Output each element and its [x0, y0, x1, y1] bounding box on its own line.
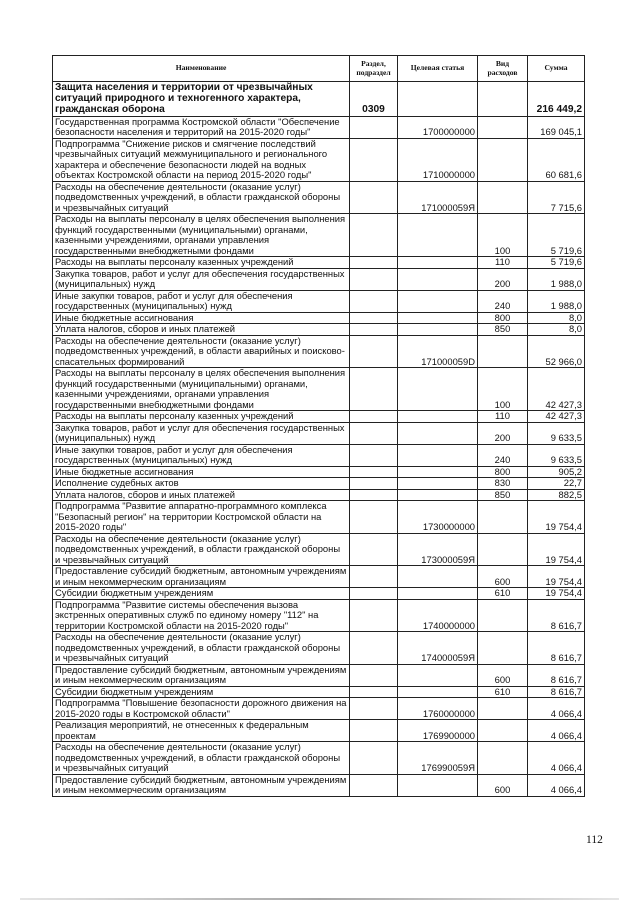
row-name-cell: Расходы на обеспечение деятельности (оказание услуг) подведомственных учреждений, в области гражданской обороны и чрезвычайных ситуаций: [53, 181, 350, 214]
row-sum-cell: 882,5: [528, 489, 585, 501]
table-row: [53, 116, 585, 138]
row-kind-cell: 600: [478, 566, 528, 588]
table-row: [53, 588, 585, 600]
row-sum-cell: 4 066,4: [528, 742, 585, 775]
row-sum-cell: 169 045,1: [528, 116, 585, 138]
header-target: Целевая статья: [398, 56, 478, 82]
row-kind-cell: 110: [478, 411, 528, 423]
table-body: [53, 82, 585, 797]
row-name-cell: Уплата налогов, сборов и иных платежей: [53, 489, 350, 501]
row-name-cell: Подпрограмма "Снижение рисков и смягчение последствий чрезвычайных ситуаций межмуниципального и регионального характера и обеспечение безопасности людей на водных объектах Костромской области на период 2015-2020 годы": [53, 138, 350, 181]
row-section-cell: [350, 466, 398, 478]
row-section-cell: [350, 138, 398, 181]
row-target-cell: [398, 290, 478, 312]
row-target-cell: [398, 422, 478, 444]
row-target-cell: 171000059Я: [398, 181, 478, 214]
row-name-cell: Иные бюджетные ассигнования: [53, 466, 350, 478]
row-kind-cell: [478, 82, 528, 117]
row-kind-cell: [478, 116, 528, 138]
row-sum-cell: 9 633,5: [528, 422, 585, 444]
table-row: [53, 632, 585, 665]
row-sum-cell: 4 066,4: [528, 698, 585, 720]
row-sum-cell: 1 988,0: [528, 268, 585, 290]
row-section-cell: [350, 116, 398, 138]
budget-table: [52, 55, 585, 797]
row-section-cell: [350, 268, 398, 290]
row-sum-cell: 52 966,0: [528, 335, 585, 368]
row-kind-cell: [478, 335, 528, 368]
row-kind-cell: 600: [478, 774, 528, 796]
row-kind-cell: [478, 698, 528, 720]
table-row: [53, 686, 585, 698]
row-name-cell: Предоставление субсидий бюджетным, автономным учреждениям и иным некоммерческим организациям: [53, 664, 350, 686]
row-name-cell: Расходы на выплаты персоналу в целях обеспечения выполнения функций государственными (муниципальными) органами, казенными учреждениями, органами управления государственными внебюджетными фондами: [53, 214, 350, 257]
row-kind-cell: 240: [478, 444, 528, 466]
row-section-cell: [350, 742, 398, 775]
table-row: [53, 422, 585, 444]
row-name-cell: Субсидии бюджетным учреждениям: [53, 686, 350, 698]
row-name-cell: Расходы на обеспечение деятельности (оказание услуг) подведомственных учреждений, в области гражданской обороны и чрезвычайных ситуаций: [53, 632, 350, 665]
row-sum-cell: 19 754,4: [528, 533, 585, 566]
row-sum-cell: 5 719,6: [528, 214, 585, 257]
row-target-cell: [398, 774, 478, 796]
row-sum-cell: 19 754,4: [528, 588, 585, 600]
row-name-cell: Закупка товаров, работ и услуг для обеспечения государственных (муниципальных) нужд: [53, 268, 350, 290]
row-sum-cell: 4 066,4: [528, 774, 585, 796]
row-kind-cell: 610: [478, 588, 528, 600]
row-name-cell: Предоставление субсидий бюджетным, автономным учреждениям и иным некоммерческим организациям: [53, 566, 350, 588]
row-target-cell: 1700000000: [398, 116, 478, 138]
row-section-cell: [350, 312, 398, 324]
header-name: Наименование: [53, 56, 350, 82]
row-target-cell: 174000059Я: [398, 632, 478, 665]
table-row: [53, 664, 585, 686]
row-section-cell: [350, 720, 398, 742]
row-kind-cell: [478, 181, 528, 214]
row-section-cell: [350, 588, 398, 600]
row-section-cell: [350, 632, 398, 665]
table-row: [53, 489, 585, 501]
row-name-cell: Закупка товаров, работ и услуг для обеспечения государственных (муниципальных) нужд: [53, 422, 350, 444]
row-section-cell: [350, 257, 398, 269]
row-section-cell: [350, 501, 398, 534]
row-sum-cell: 8 616,7: [528, 686, 585, 698]
scan-edge-line: [20, 898, 619, 900]
row-name-cell: Защита населения и территории от чрезвычайных ситуаций природного и техногенного характера, гражданская оборона: [53, 82, 350, 117]
row-target-cell: 1769900000: [398, 720, 478, 742]
table-row: [53, 181, 585, 214]
table-header-row: [53, 56, 585, 82]
row-kind-cell: 200: [478, 268, 528, 290]
row-name-cell: Расходы на выплаты персоналу в целях обеспечения выполнения функций государственными (муниципальными) органами, казенными учреждениями, органами управления государственными внебюджетными фондами: [53, 368, 350, 411]
row-target-cell: [398, 478, 478, 490]
row-target-cell: [398, 444, 478, 466]
row-name-cell: Подпрограмма "Развитие системы обеспечения вызова экстренных оперативных служб по единому номеру "112" на территории Костромской области на 2015-2020 годы": [53, 599, 350, 632]
table-row: [53, 312, 585, 324]
row-sum-cell: 19 754,4: [528, 501, 585, 534]
row-sum-cell: 8,0: [528, 312, 585, 324]
row-section-cell: [350, 290, 398, 312]
row-target-cell: 1760000000: [398, 698, 478, 720]
row-sum-cell: 905,2: [528, 466, 585, 478]
row-sum-cell: 7 715,6: [528, 181, 585, 214]
row-kind-cell: 100: [478, 368, 528, 411]
row-name-cell: Иные закупки товаров, работ и услуг для обеспечения государственных (муниципальных) нужд: [53, 444, 350, 466]
row-name-cell: Предоставление субсидий бюджетным, автономным учреждениям и иным некоммерческим организациям: [53, 774, 350, 796]
row-target-cell: [398, 664, 478, 686]
row-name-cell: Расходы на выплаты персоналу казенных учреждений: [53, 411, 350, 423]
row-target-cell: 1730000000: [398, 501, 478, 534]
row-name-cell: Субсидии бюджетным учреждениям: [53, 588, 350, 600]
row-name-cell: Уплата налогов, сборов и иных платежей: [53, 324, 350, 336]
row-sum-cell: 216 449,2: [528, 82, 585, 117]
table-row: [53, 335, 585, 368]
row-kind-cell: [478, 720, 528, 742]
row-target-cell: [398, 489, 478, 501]
row-section-cell: [350, 411, 398, 423]
row-sum-cell: 42 427,3: [528, 368, 585, 411]
row-target-cell: [398, 268, 478, 290]
table-row: [53, 368, 585, 411]
table-row: [53, 501, 585, 534]
table-row: [53, 742, 585, 775]
row-target-cell: [398, 82, 478, 117]
row-target-cell: [398, 312, 478, 324]
row-name-cell: Подпрограмма "Повышение безопасности дорожного движения на 2015-2020 годы в Костромской области": [53, 698, 350, 720]
row-kind-cell: 800: [478, 466, 528, 478]
row-target-cell: 171000059D: [398, 335, 478, 368]
row-sum-cell: 8 616,7: [528, 664, 585, 686]
row-section-cell: [350, 698, 398, 720]
row-target-cell: [398, 411, 478, 423]
row-kind-cell: [478, 599, 528, 632]
row-target-cell: [398, 368, 478, 411]
row-kind-cell: 850: [478, 489, 528, 501]
table-row: [53, 214, 585, 257]
row-section-cell: [350, 444, 398, 466]
row-target-cell: 173000059Я: [398, 533, 478, 566]
row-section-cell: [350, 335, 398, 368]
row-target-cell: [398, 214, 478, 257]
row-section-cell: [350, 664, 398, 686]
row-target-cell: [398, 257, 478, 269]
row-target-cell: 1740000000: [398, 599, 478, 632]
row-section-cell: 0309: [350, 82, 398, 117]
row-name-cell: Государственная программа Костромской области "Обеспечение безопасности населения и территорий на 2015-2020 годы": [53, 116, 350, 138]
row-target-cell: 176990059Я: [398, 742, 478, 775]
header-section: Раздел, подраздел: [350, 56, 398, 82]
row-sum-cell: 19 754,4: [528, 566, 585, 588]
table-row: [53, 466, 585, 478]
table-row: [53, 268, 585, 290]
row-name-cell: Расходы на обеспечение деятельности (оказание услуг) подведомственных учреждений, в области аварийных и поисково-спасательных формирований: [53, 335, 350, 368]
table-row: [53, 411, 585, 423]
table-row: [53, 257, 585, 269]
row-sum-cell: 60 681,6: [528, 138, 585, 181]
table-row: [53, 478, 585, 490]
row-kind-cell: 830: [478, 478, 528, 490]
row-sum-cell: 1 988,0: [528, 290, 585, 312]
row-target-cell: [398, 566, 478, 588]
row-name-cell: Реализация мероприятий, не отнесенных к федеральным проектам: [53, 720, 350, 742]
table-row: [53, 720, 585, 742]
row-sum-cell: 8,0: [528, 324, 585, 336]
table-row: [53, 290, 585, 312]
row-kind-cell: [478, 501, 528, 534]
table-row: [53, 533, 585, 566]
row-section-cell: [350, 181, 398, 214]
row-kind-cell: [478, 138, 528, 181]
row-kind-cell: 110: [478, 257, 528, 269]
table-row: [53, 599, 585, 632]
row-sum-cell: 4 066,4: [528, 720, 585, 742]
row-section-cell: [350, 368, 398, 411]
row-sum-cell: 8 616,7: [528, 632, 585, 665]
row-name-cell: Иные бюджетные ассигнования: [53, 312, 350, 324]
row-section-cell: [350, 324, 398, 336]
row-kind-cell: 800: [478, 312, 528, 324]
row-kind-cell: 600: [478, 664, 528, 686]
table-row: [53, 698, 585, 720]
row-target-cell: 1710000000: [398, 138, 478, 181]
row-name-cell: Расходы на обеспечение деятельности (оказание услуг) подведомственных учреждений, в области гражданской обороны и чрезвычайных ситуаций: [53, 742, 350, 775]
row-kind-cell: [478, 742, 528, 775]
row-section-cell: [350, 478, 398, 490]
row-name-cell: Расходы на выплаты персоналу казенных учреждений: [53, 257, 350, 269]
header-sum: Сумма: [528, 56, 585, 82]
row-sum-cell: 22,7: [528, 478, 585, 490]
table-row: [53, 566, 585, 588]
row-name-cell: Исполнение судебных актов: [53, 478, 350, 490]
row-section-cell: [350, 599, 398, 632]
row-section-cell: [350, 686, 398, 698]
row-sum-cell: 8 616,7: [528, 599, 585, 632]
page-number: 112: [586, 834, 603, 846]
row-kind-cell: 100: [478, 214, 528, 257]
row-target-cell: [398, 588, 478, 600]
row-target-cell: [398, 324, 478, 336]
table-row: [53, 444, 585, 466]
row-target-cell: [398, 686, 478, 698]
row-section-cell: [350, 214, 398, 257]
row-sum-cell: 5 719,6: [528, 257, 585, 269]
row-kind-cell: 200: [478, 422, 528, 444]
row-section-cell: [350, 489, 398, 501]
row-sum-cell: 42 427,3: [528, 411, 585, 423]
row-name-cell: Подпрограмма "Развитие аппаратно-программного комплекса "Безопасный регион" на территории Костромской области на 2015-2020 годы": [53, 501, 350, 534]
row-name-cell: Расходы на обеспечение деятельности (оказание услуг) подведомственных учреждений, в области гражданской обороны и чрезвычайных ситуаций: [53, 533, 350, 566]
row-target-cell: [398, 466, 478, 478]
table-row: [53, 138, 585, 181]
row-kind-cell: 850: [478, 324, 528, 336]
row-kind-cell: [478, 533, 528, 566]
row-kind-cell: 610: [478, 686, 528, 698]
row-section-cell: [350, 422, 398, 444]
table-row: [53, 324, 585, 336]
header-kind: Вид расходов: [478, 56, 528, 82]
row-kind-cell: 240: [478, 290, 528, 312]
row-sum-cell: 9 633,5: [528, 444, 585, 466]
row-section-cell: [350, 774, 398, 796]
table-row: [53, 82, 585, 117]
row-section-cell: [350, 533, 398, 566]
table-row: [53, 774, 585, 796]
row-kind-cell: [478, 632, 528, 665]
row-section-cell: [350, 566, 398, 588]
row-name-cell: Иные закупки товаров, работ и услуг для обеспечения государственных (муниципальных) нужд: [53, 290, 350, 312]
